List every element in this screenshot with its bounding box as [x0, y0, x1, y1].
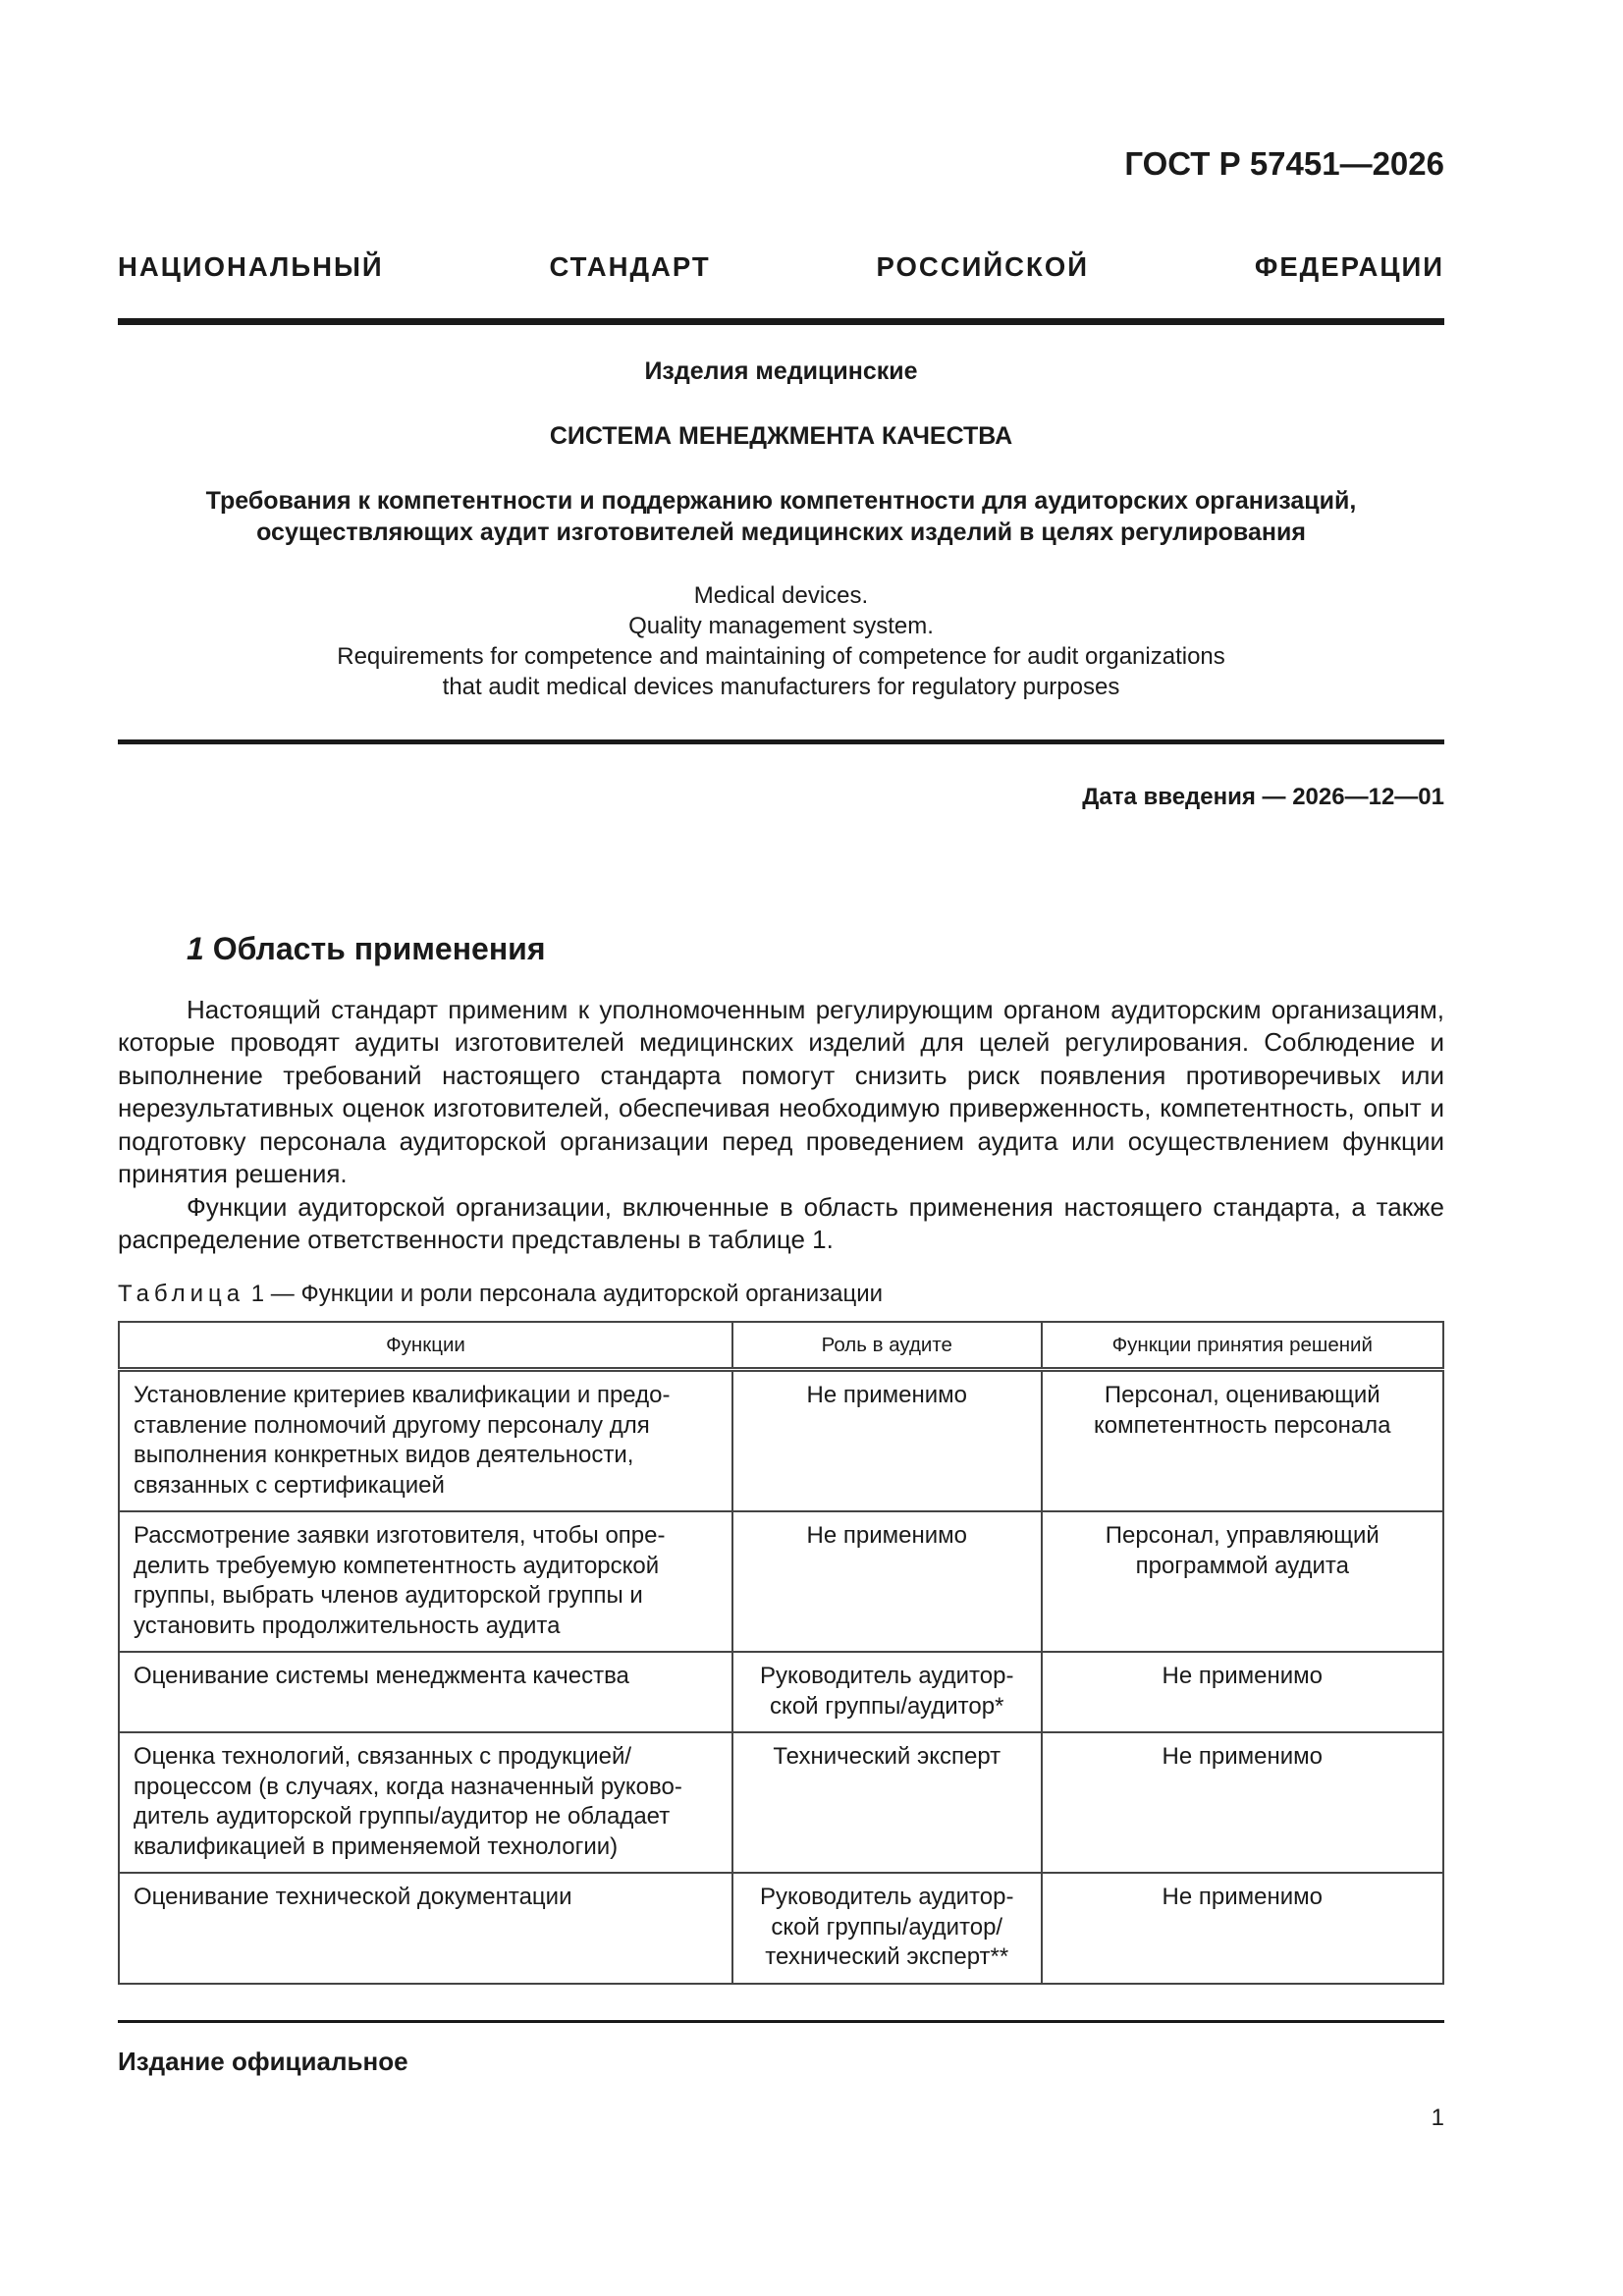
functions-roles-table — [118, 1321, 1444, 1985]
table-row — [119, 1732, 1443, 1873]
top-divider — [118, 318, 1444, 325]
national-standard-heading: НАЦИОНАЛЬНЫЙ СТАНДАРТ РОССИЙСКОЙ ФЕДЕРАЦИИ — [118, 251, 1444, 282]
english-title-line: Medical devices. — [693, 582, 869, 609]
table-cell: Оценка технологий, связанных с продукцией/ процессом (в случаях, когда назначенный руково- дитель аудиторской группы/аудитор не обладает квалификацией в применяемой технологии) — [119, 1732, 732, 1873]
table-cell: Не применимо — [1042, 1652, 1443, 1732]
standard-designation: ГОСТ Р 57451—2026 — [1124, 145, 1444, 182]
section-number: 1 — [187, 931, 204, 966]
middle-divider — [118, 739, 1444, 744]
table-cell: Персонал, управляющий программой аудита — [1042, 1511, 1443, 1652]
table-row — [119, 1511, 1443, 1652]
official-edition-label: Издание официальное — [118, 2047, 408, 2076]
table-caption-text: 1 — Функции и роли персонала аудиторской организации — [244, 1281, 884, 1307]
table-cell: Не применимо — [732, 1511, 1042, 1652]
english-title-line: Quality management system. — [628, 613, 934, 639]
table-cell: Оценивание технической документации — [119, 1873, 732, 1984]
table-cell: Не применимо — [1042, 1732, 1443, 1873]
table-cell: Технический эксперт — [732, 1732, 1042, 1873]
document-title: СИСТЕМА МЕНЕДЖМЕНТА КАЧЕСТВА — [549, 422, 1013, 450]
scope-paragraph-1: Настоящий стандарт применим к уполномоченным регулирующим органом аудиторским организациям, которые проводят аудиты изготовителей медицинских изделий для целей регулирования. Соблюдение и выполнение требований настоящего стандарта помогут снизить риск появления противоречивых или нерезультативных оценок изготовителей, обеспечивая необходимую приверженность, компетентность, опыт и подготовку персонала аудиторской организации перед проведением аудита или осуществлением функции принятия решения. — [118, 995, 1444, 1189]
table-cell: Оценивание системы менеджмента качества — [119, 1652, 732, 1732]
table-cell: Руководитель аудитор- ской группы/аудитор* — [732, 1652, 1042, 1732]
table-cell: Руководитель аудитор- ской группы/аудитор/ технический эксперт** — [732, 1873, 1042, 1984]
document-subject: Изделия медицинские — [644, 357, 918, 385]
table-caption-prefix: Таблица — [118, 1281, 245, 1307]
section-heading — [187, 931, 546, 967]
document-subtitle — [118, 485, 1444, 548]
footer-divider — [118, 2020, 1444, 2023]
table-cell: Рассмотрение заявки изготовителя, чтобы опре- делить требуемую компетентность аудиторской группы, выбрать членов аудиторской группы и установить продолжительность аудита — [119, 1511, 732, 1652]
table-header-row — [119, 1322, 1443, 1370]
table-cell: Не применимо — [1042, 1873, 1443, 1984]
table-cell: Персонал, оценивающий компетентность персонала — [1042, 1370, 1443, 1512]
table-row — [119, 1652, 1443, 1732]
table-row — [119, 1873, 1443, 1984]
table-caption — [118, 1281, 883, 1308]
table-row — [119, 1370, 1443, 1512]
table-cell: Установление критериев квалификации и предо- ставление полномочий другому персоналу для выполнения конкретных видов деятельности, связанных с сертификацией — [119, 1370, 732, 1512]
english-title-line: Requirements for competence and maintaining of competence for audit organizations — [337, 643, 1225, 670]
table-cell: Не применимо — [732, 1370, 1042, 1512]
scope-paragraph-2: Функции аудиторской организации, включенные в область применения настоящего стандарта, а также распределение ответственности представлены в таблице 1. — [118, 1192, 1444, 1255]
date-of-introduction: Дата введения — 2026—12—01 — [1082, 784, 1444, 810]
page-number: 1 — [1431, 2105, 1444, 2131]
section-title: Область применения — [212, 931, 546, 966]
english-title — [118, 580, 1444, 702]
subtitle-line: Требования к компетентности и поддержанию компетентности для аудиторских организаций, — [205, 487, 1357, 515]
column-header: Функции — [119, 1322, 732, 1370]
column-header: Роль в аудите — [732, 1322, 1042, 1370]
column-header: Функции принятия решений — [1042, 1322, 1443, 1370]
subtitle-line: осуществляющих аудит изготовителей медицинских изделий в целях регулирования — [256, 519, 1306, 546]
english-title-line: that audit medical devices manufacturers for regulatory purposes — [442, 674, 1120, 700]
